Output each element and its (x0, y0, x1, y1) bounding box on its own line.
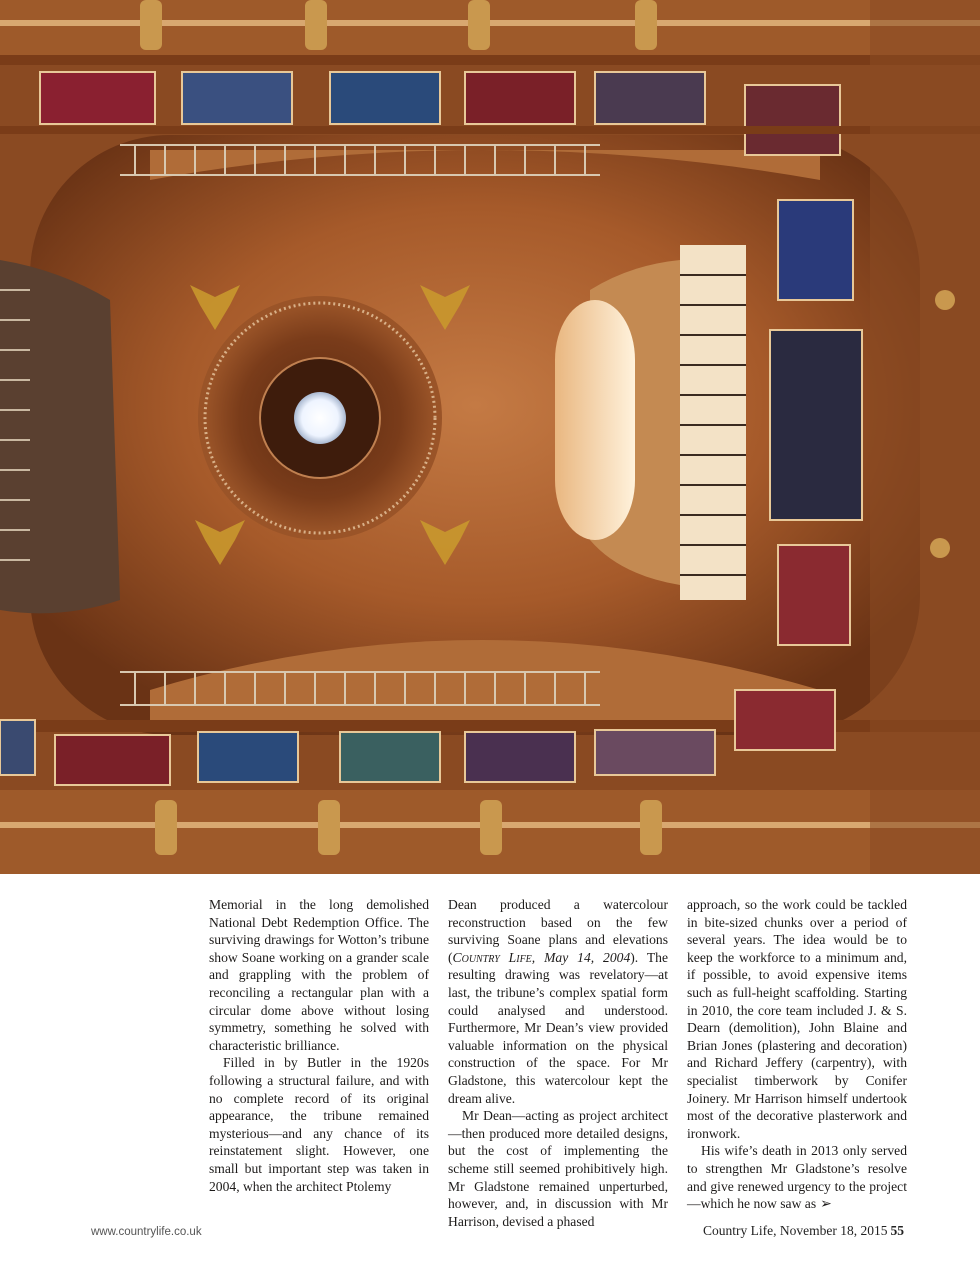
paragraph: Mr Dean—acting as project architect—then produced more detailed designs, but the cost of implementing the scheme still seemed prohibitively high. Mr Gladstone remained unperturbed, however, and, in discussion with Mr Harrison, devised a phased (448, 1108, 668, 1229)
issue-line: Country Life, November 18, 2015 (703, 1223, 888, 1238)
paragraph (448, 896, 668, 1107)
text-column-1 (209, 896, 429, 1195)
paragraph: approach, so the work could be tackled in bite-sized chunks over a period of several years. The idea would be to keep the workforce to a minimum and, if possible, to avoid expensive items such as full-height scaffolding. Starting in 2010, the core team included J. & S. Dearn (demolition), John Blaine and Brian Jones (plastering and decoration) and Richard Jeffery (carpentry), with specialist timberwork by Conifer Joinery. Mr Harrison himself undertook most of the decorative plasterwork and ironwork. (687, 897, 907, 1141)
footer-website: www.countrylife.co.uk (91, 1226, 202, 1238)
magazine-title: Country Life (452, 949, 532, 965)
paragraph: Memorial in the long demolished National Debt Redemption Office. The surviving drawings for Wotton’s tribune show Soane working on a grander scale and grappling with the problem of reconciling a rectangular plan with a circular dome above without losing symmetry, something he solved with characteristic brilliance. (209, 897, 429, 1053)
paragraph: Filled in by Butler in the 1920s following a structural failure, and with no complete record of its original appearance, the tribune remained mysterious—and any chance of its reinstatement slight. However, one small but important step was taken in 2004, when the architect Ptolemy (209, 1055, 429, 1194)
page-number: 55 (890, 1223, 904, 1238)
paragraph-text: His wife’s death in 2013 only served to strengthen Mr Gladstone’s resolve and give renewed urgency to the project—which he now saw as (687, 1143, 907, 1212)
paragraph-text: ). The resulting drawing was revelatory—at last, the tribune’s complex spatial form could analysed and understood. Furthermore, Mr Dean’s view provided valuable information on the physical construction of the space. For Mr Gladstone, this watercolour kept the dream alive. (448, 949, 668, 1106)
paragraph-text: Dean produced a watercolour reconstruction based on the few surviving Soane plans and elevations ( (448, 897, 668, 965)
footer-folio (703, 1223, 904, 1239)
text-column-2 (448, 896, 668, 1230)
citation-date: , May 14, 2004 (531, 949, 631, 965)
paragraph (687, 1142, 907, 1213)
text-column-3 (687, 896, 907, 1214)
continued-arrow-icon: ➢ (820, 1197, 832, 1213)
